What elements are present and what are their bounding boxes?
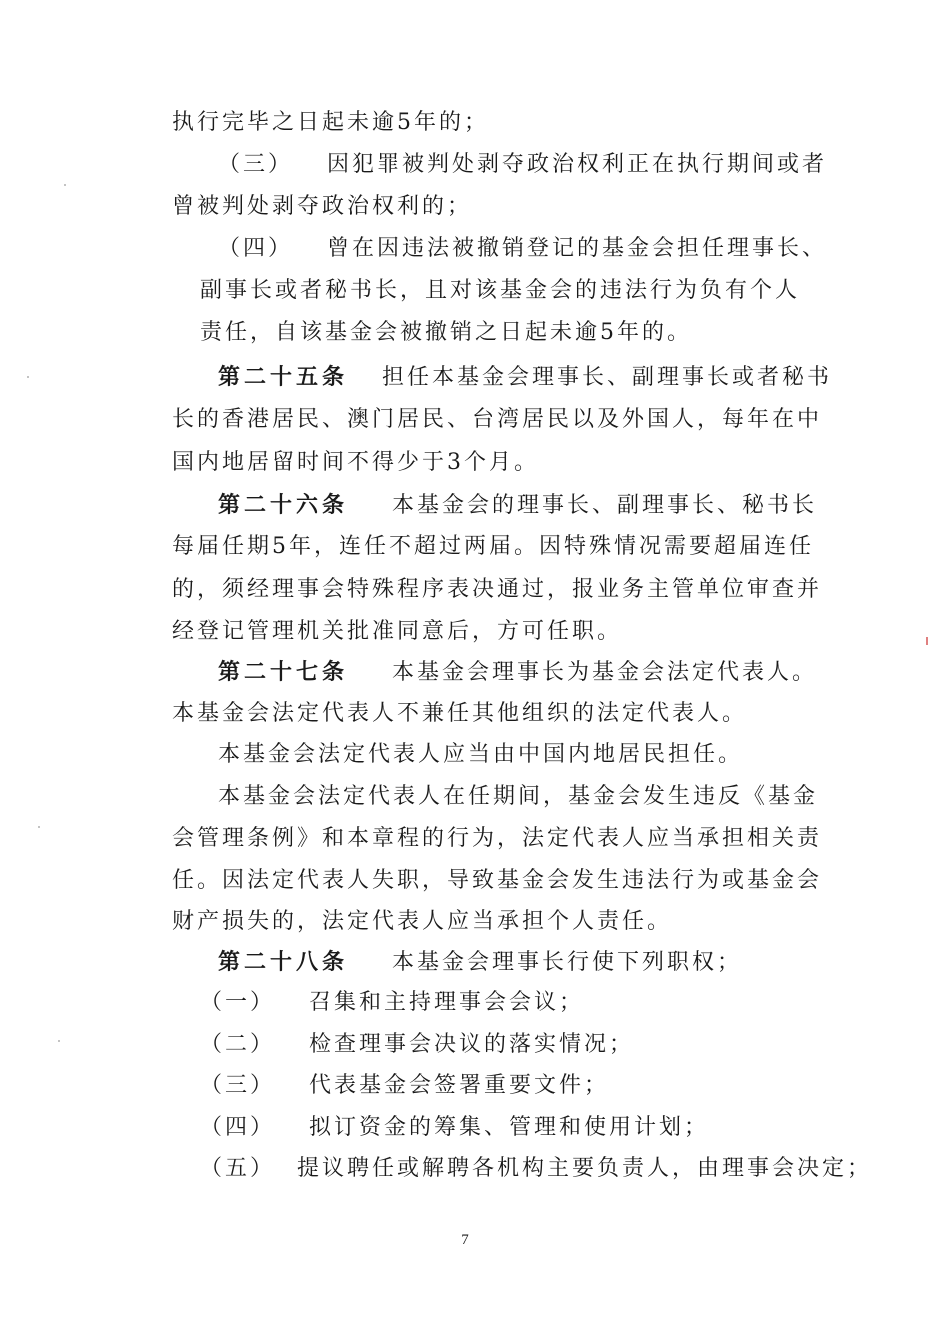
article-25 [218,362,832,393]
list-number: （一） [200,990,276,1015]
text-line: 经登记管理机关批准同意后，方可任职。 [172,619,623,644]
list-item [200,1154,872,1184]
text-line: 财产损失的，法定代表人应当承担个人责任。 [172,909,673,934]
article-heading: 第二十五条 [218,364,349,390]
clause-text: 因犯罪被判处剥夺政治权利正在执行期间或者 [327,152,828,177]
text-line: 国内地居留时间不得少于3个月。 [172,450,539,475]
list-text: 检查理事会决议的落实情况； [309,1032,635,1057]
text-line: 曾被判处剥夺政治权利的； [172,194,473,219]
article-text: 本基金会理事长行使下列职权； [392,950,743,975]
text-line: 每届任期5年，连任不超过两届。因特殊情况需要超届连任 [172,534,814,559]
text-line: 本基金会法定代表人不兼任其他组织的法定代表人。 [172,701,748,726]
list-item [200,1071,609,1101]
clause-number: （三） [218,152,294,177]
list-number: （二） [200,1032,276,1057]
article-26 [218,490,817,521]
list-text: 代表基金会签署重要文件； [309,1073,610,1098]
article-heading: 第二十七条 [218,659,349,685]
article-heading: 第二十六条 [218,492,349,518]
list-number: （五） [200,1156,276,1181]
text-line: 的，须经理事会特殊程序表决通过，报业务主管单位审查并 [172,577,823,602]
list-number: （三） [200,1073,276,1098]
article-heading: 第二十八条 [218,949,349,975]
text-line: 执行完毕之日起未逾5年的； [172,110,489,135]
text-line: 本基金会法定代表人应当由中国内地居民担任。 [218,742,744,767]
scan-speck [27,376,29,378]
clause-item [218,234,827,264]
scan-speck [38,826,40,828]
text-line: 长的香港居民、澳门居民、台湾居民以及外国人，每年在中 [172,407,823,432]
article-text: 担任本基金会理事长、副理事长或者秘书 [382,365,833,390]
text-line: 会管理条例》和本章程的行为，法定代表人应当承担相关责 [172,826,823,851]
scan-speck [64,184,66,186]
text-line: 责任，自该基金会被撤销之日起未逾5年的。 [200,320,692,345]
page-number: 7 [461,1232,469,1248]
list-item [200,988,584,1018]
article-text: 本基金会理事长为基金会法定代表人。 [392,660,818,685]
scan-speck [58,1040,60,1042]
article-text: 本基金会的理事长、副理事长、秘书长 [392,493,818,518]
article-28 [218,947,742,978]
text-line: 副事长或者秘书长，且对该基金会的违法行为负有个人 [200,278,801,303]
list-number: （四） [200,1115,276,1140]
text-line: 本基金会法定代表人在任期间，基金会发生违反《基金 [218,784,819,809]
clause-number: （四） [218,236,294,261]
article-27 [218,657,817,688]
list-text: 召集和主持理事会会议； [309,990,585,1015]
list-item [200,1030,634,1060]
list-item [200,1113,709,1143]
clause-item [218,150,827,180]
scan-mark [926,637,928,645]
list-text: 拟订资金的筹集、管理和使用计划； [309,1115,710,1140]
text-line: 任。因法定代表人失职，导致基金会发生违法行为或基金会 [172,868,823,893]
clause-text: 曾在因违法被撤销登记的基金会担任理事长、 [327,236,828,261]
list-text: 提议聘任或解聘各机构主要负责人，由理事会决定； [297,1156,873,1181]
